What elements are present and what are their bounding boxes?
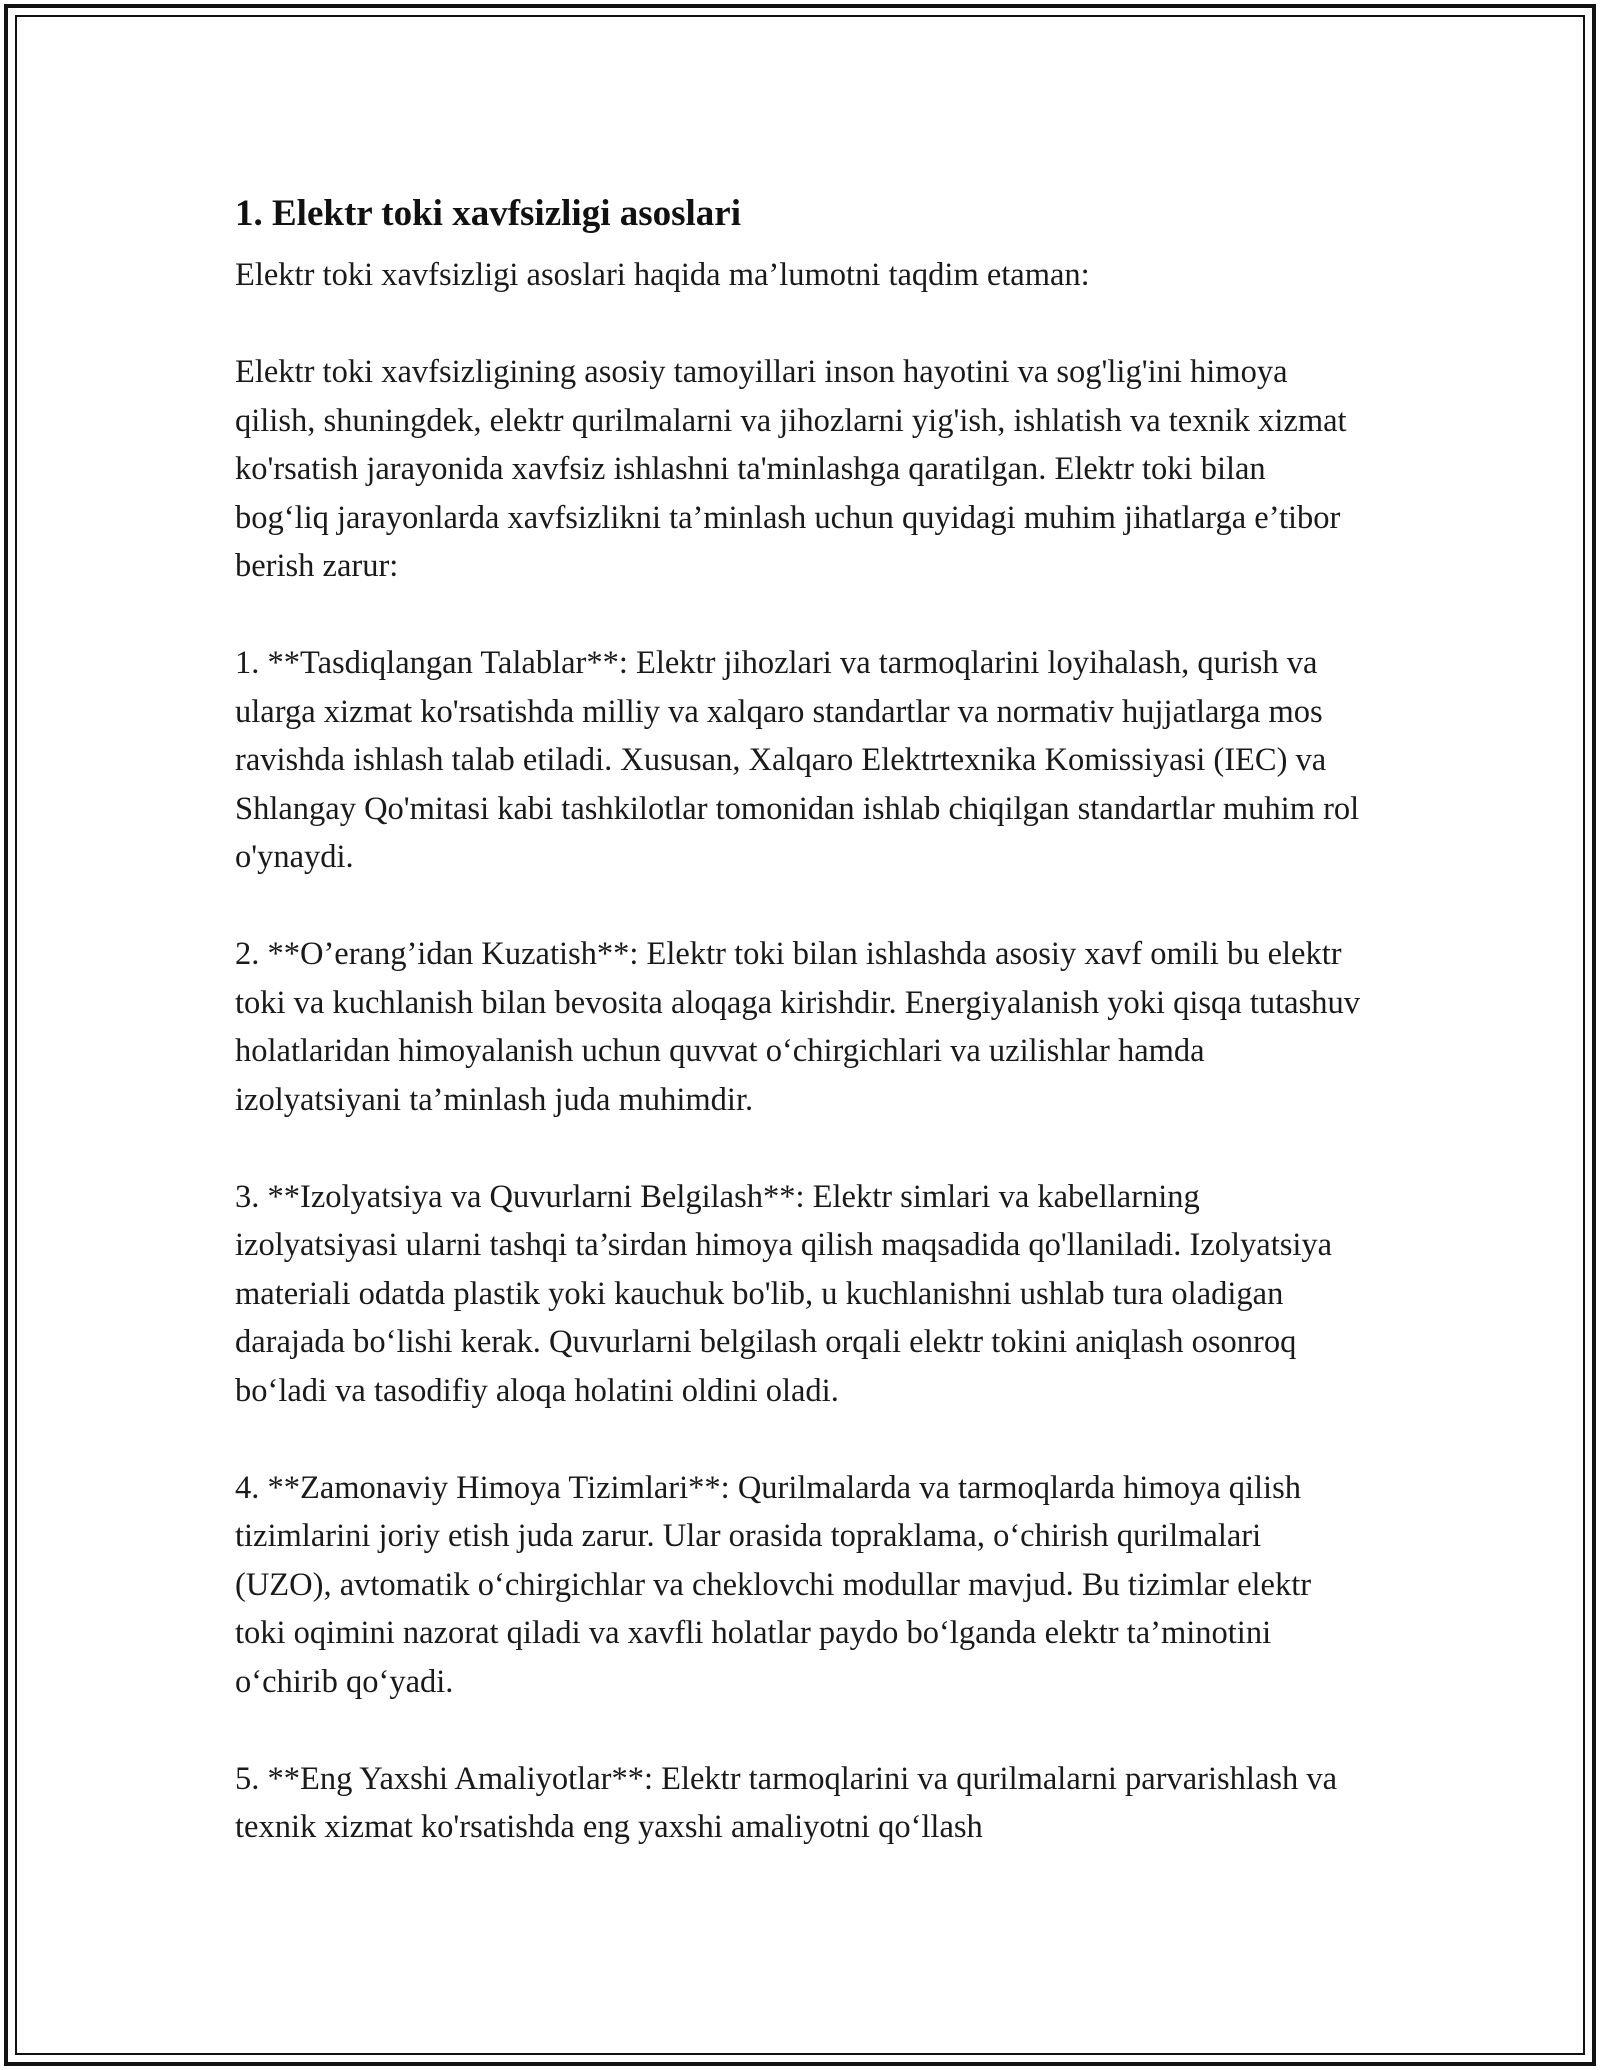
document-heading: 1. Elektr toki xavfsizligi asoslari	[235, 193, 742, 234]
intro-paragraph: Elektr toki xavfsizligi asoslari haqida ma’lumotni taqdim etaman:	[235, 257, 1090, 293]
overview-paragraph: Elektr toki xavfsizligining asosiy tamoyillari inson hayotini va sog'lig'ini himoya qilish, shuningdek, elektr qurilmalarni va jihozlarni yig'ish, ishlatish va texnik xizmat ko'rsatish jarayonida xavfsiz ishlashni ta'minlashga qaratilgan. Elektr toki bilan bog‘liq jarayonlarda xavfsizlikni ta’minlash uchun quyidagi muhim jihatlarga e’tibor berish zarur:	[235, 354, 1347, 584]
list-item-4: 4. **Zamonaviy Himoya Tizimlari**: Qurilmalarda va tarmoqlarda himoya qilish tizimlarini joriy etish juda zarur. Ular orasida topraklama, o‘chirish qurilmalari (UZO), avtomatik o‘chirgichlar va cheklovchi modullar mavjud. Bu tizimlar elektr toki oqimini nazorat qiladi va xavfli holatlar paydo bo‘lganda elektr ta’minotini o‘chirib qo‘yadi.	[235, 1469, 1312, 1700]
list-item-5: 5. **Eng Yaxshi Amaliyotlar**: Elektr tarmoqlarini va qurilmalarni parvarishlash va texnik xizmat ko'rsatishda eng yaxshi amaliyotni qo‘llash	[235, 1760, 1338, 1845]
list-item-1: 1. **Tasdiqlangan Talablar**: Elektr jihozlari va tarmoqlarini loyihalash, qurish va ularga xizmat ko'rsatishda milliy va xalqaro standartlar va normativ hujjatlarga mos ravishda ishlash talab etiladi. Xususan, Xalqaro Elektrtexnika Komissiyasi (IEC) va Shlangay Qo'mitasi kabi tashkilotlar tomonidan ishlab chiqilgan standartlar muhim rol o'ynaydi.	[235, 645, 1360, 875]
document-body	[235, 186, 1365, 1852]
list-item-3: 3. **Izolyatsiya va Quvurlarni Belgilash**: Elektr simlari va kabellarning izolyatsiyasi ularni tashqi ta’sirdan himoya qilish maqsadida qo'llaniladi. Izolyatsiya materiali odatda plastik yoki kauchuk bo'lib, u kuchlanishni ushlab tura oladigan darajada bo‘lishi kerak. Quvurlarni belgilash orqali elektr tokini aniqlash osonroq bo‘ladi va tasodifiy aloqa holatini oldini oladi.	[235, 1178, 1333, 1409]
list-item-2: 2. **O’erang’idan Kuzatish**: Elektr toki bilan ishlashda asosiy xavf omili bu elektr toki va kuchlanish bilan bevosita aloqaga kirishdir. Energiyalanish yoki qisqa tutashuv holatlaridan himoyalanish uchun quvvat o‘chirgichlari va uzilishlar hamda izolyatsiyani ta’minlash juda muhimdir.	[235, 936, 1360, 1118]
